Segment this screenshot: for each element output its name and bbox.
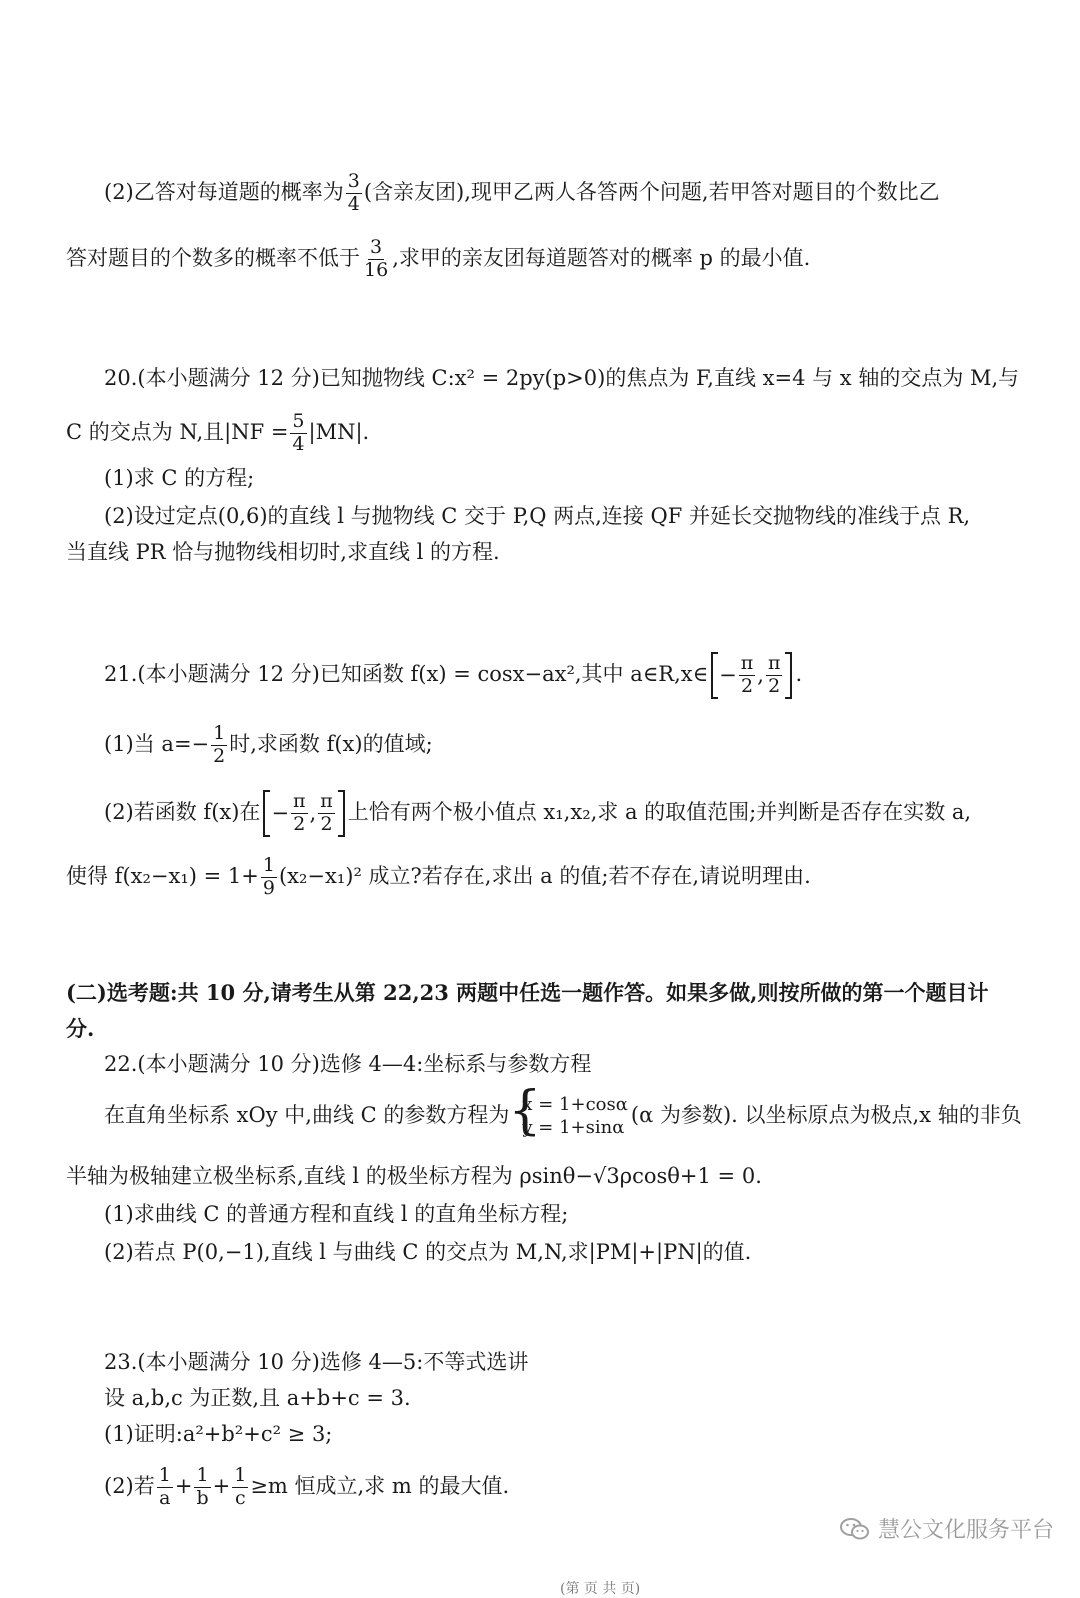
fraction: $\frac{5}{4}$ (292, 410, 305, 455)
q21-part2-line1: (2)若函数 f(x)在 − $\frac{\pi}{2}$ , $\frac{\pi}{2}$ 上恰有两个极小值点 x₁,x₂,求 a 的取值范围;并判断是否存在实数 a, (104, 790, 972, 835)
watermark-text: 慧公文化服务平台 (877, 1518, 1054, 1543)
q19-part2-line1: (2)乙答对每道题的概率为 $\frac{3}{4}$ (含亲友团),现甲乙两人各答两个问题,若甲答对题目的个数比乙 (104, 170, 940, 215)
wechat-icon (840, 1517, 870, 1541)
q22-stem-line2: 半轴为极轴建立极坐标系,直线 l 的极坐标方程为 ρsinθ−√3ρcosθ+1 = 0. (66, 1164, 762, 1188)
q20-stem-line1: 20.(本小题满分 12 分)已知抛物线 C:x² = 2py(p>0)的焦点为 F,直线 x=4 与 x 轴的交点为 M,与 (104, 366, 1020, 390)
section-heading-line2: 分. (66, 1016, 95, 1041)
q21-part2-line2: 使得 f(x₂−x₁) = 1+ $\frac{1}{9}$ (x₂−x₁)² 成立?若存在,求出 a 的值;若不存在,请说明理由. (66, 854, 811, 899)
q20-part2-line2: 当直线 PR 恰与抛物线相切时,求直线 l 的方程. (66, 540, 500, 564)
q20-part2-line1: (2)设过定点(0,6)的直线 l 与抛物线 C 交于 P,Q 两点,连接 QF 并延长交抛物线的准线于点 R, (104, 504, 971, 528)
q21-stem: 21.(本小题满分 12 分)已知函数 f(x) = cosx−ax²,其中 a∈R,x∈ − $\frac{\pi}{2}$ , $\frac{\pi}{2}$ . (104, 652, 803, 697)
interval-bracket: − $\frac{\pi}{2}$ , $\frac{\pi}{2}$ (263, 790, 344, 837)
q20-part1: (1)求 C 的方程; (104, 466, 255, 490)
q20-stem-line2: C 的交点为 N,且|NF = $\frac{5}{4}$ |MN|. (66, 410, 370, 455)
q22-stem-line1: 在直角坐标系 xOy 中,曲线 C 的参数方程为 { x = 1+cosα y = 1+sinα (α 为参数). 以坐标原点为极点,x 轴的非负 (104, 1094, 1022, 1139)
fraction: $\frac{3}{16}$ (364, 236, 389, 281)
fraction: $\frac{1}{b}$ (196, 1464, 209, 1509)
q23-stem: 设 a,b,c 为正数,且 a+b+c = 3. (104, 1386, 411, 1410)
section-heading-line1: (二)选考题:共 10 分,请考生从第 22,23 两题中任选一题作答。如果多做,则按所做的第一个题目计 (66, 980, 989, 1005)
interval-bracket: − $\frac{\pi}{2}$ , $\frac{\pi}{2}$ (711, 652, 792, 699)
fraction: $\frac{3}{4}$ (347, 170, 360, 215)
fraction: $\frac{1}{a}$ (158, 1464, 171, 1509)
q22-part2: (2)若点 P(0,−1),直线 l 与曲线 C 的交点为 M,N,求|PM|+|PN|的值. (104, 1240, 752, 1264)
fraction: $\frac{1}{c}$ (234, 1464, 247, 1509)
q22-part1: (1)求曲线 C 的普通方程和直线 l 的直角坐标方程; (104, 1202, 569, 1226)
q23-title: 23.(本小题满分 10 分)选修 4—5:不等式选讲 (104, 1350, 529, 1374)
q23-part2: (2)若 $\frac{1}{a}$ + $\frac{1}{b}$ + $\frac{1}{c}$ ≥m 恒成立,求 m 的最大值. (104, 1464, 510, 1509)
q21-part1: (1)当 a=− $\frac{1}{2}$ 时,求函数 f(x)的值域; (104, 722, 433, 767)
watermark (840, 1513, 1054, 1544)
fraction: $\frac{1}{9}$ (262, 854, 275, 899)
fraction: $\frac{1}{2}$ (213, 722, 226, 767)
q22-title: 22.(本小题满分 10 分)选修 4—4:坐标系与参数方程 (104, 1052, 592, 1076)
equation-system: { x = 1+cosα y = 1+sinα (512, 1094, 628, 1139)
q19-part2-line2: 答对题目的个数多的概率不低于 $\frac{3}{16}$ ,求甲的亲友团每道题答对的概率 p 的最小值. (66, 236, 811, 281)
page-footer-fragment: (第 页 共 页) (560, 1581, 641, 1597)
q23-part1: (1)证明:a²+b²+c² ≥ 3; (104, 1422, 333, 1446)
